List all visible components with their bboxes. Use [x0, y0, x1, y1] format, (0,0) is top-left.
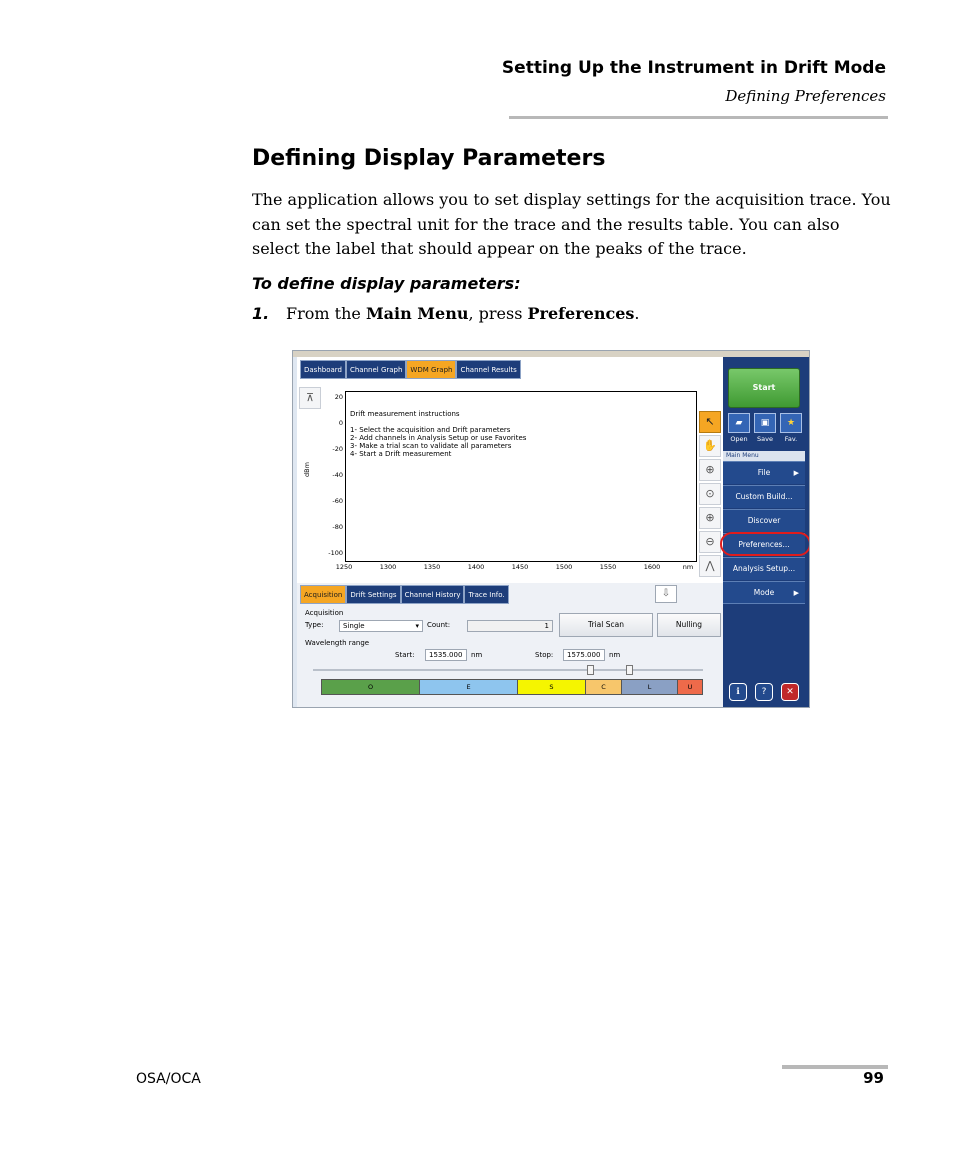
x-tick: 1500: [555, 563, 573, 571]
band-e: E: [420, 680, 518, 694]
peak-icon[interactable]: ⋀: [699, 555, 721, 577]
y-tick: -80: [332, 523, 343, 531]
x-tick: 1400: [467, 563, 485, 571]
x-tick: 1250: [335, 563, 353, 571]
tab-acquisition[interactable]: Acquisition: [300, 585, 346, 604]
tab-drift-settings[interactable]: Drift Settings: [346, 585, 400, 604]
save-label: Save: [757, 435, 773, 443]
start-label: Start:: [395, 651, 415, 659]
chevron-right-icon: ▶: [793, 469, 799, 477]
range-slider-stop-handle[interactable]: [626, 665, 633, 675]
menu-item-discover[interactable]: Discover: [723, 509, 805, 532]
help-icon[interactable]: ?: [755, 683, 773, 701]
zoom-vertical-icon[interactable]: ⊕: [699, 459, 721, 481]
chevron-right-icon: ▶: [793, 589, 799, 597]
instruction-line: 1- Select the acquisition and Drift parameters: [350, 426, 511, 434]
collapse-down-icon[interactable]: ⇩: [655, 585, 677, 603]
zoom-icon[interactable]: ⊙: [699, 483, 721, 505]
section-title: Defining Display Parameters: [252, 146, 606, 171]
main-panel: [297, 357, 723, 707]
stop-unit: nm: [609, 651, 621, 659]
band-bar: [321, 679, 703, 695]
instruction-line: 3- Make a trial scan to validate all parameters: [350, 442, 512, 450]
save-disk-icon[interactable]: ▣: [754, 413, 776, 433]
x-axis-unit: nm: [682, 563, 694, 571]
band-o: O: [322, 680, 420, 694]
start-button[interactable]: Start: [728, 368, 800, 408]
info-icon[interactable]: ℹ: [729, 683, 747, 701]
tab-channel-results[interactable]: Channel Results: [456, 360, 520, 379]
chevron-down-icon: ▾: [415, 622, 419, 630]
close-icon[interactable]: ✕: [781, 683, 799, 701]
settings-tabs: [300, 585, 509, 604]
menu-item-analysis-setup[interactable]: Analysis Setup...: [723, 557, 805, 580]
count-label: Count:: [427, 621, 451, 629]
wavelength-range-label: Wavelength range: [305, 639, 370, 647]
count-field[interactable]: 1: [467, 620, 553, 632]
fav-label: Fav.: [784, 435, 798, 443]
graph-overview-icon[interactable]: ⊼: [299, 387, 321, 409]
stop-wavelength-field[interactable]: 1575.000: [563, 649, 605, 661]
instruction-line: 4- Start a Drift measurement: [350, 450, 452, 458]
band-u: U: [678, 680, 702, 694]
type-select[interactable]: Single ▾: [339, 620, 423, 632]
view-tabs: [300, 360, 521, 379]
tab-channel-graph[interactable]: Channel Graph: [346, 360, 406, 379]
footer-product: OSA/OCA: [136, 1071, 201, 1087]
menu-item-custom-build[interactable]: Custom Build...: [723, 485, 805, 508]
y-tick: -100: [328, 549, 343, 557]
range-slider-start-handle[interactable]: [587, 665, 594, 675]
type-label: Type:: [305, 621, 324, 629]
x-tick: 1450: [511, 563, 529, 571]
preferences-highlight-circle: [720, 532, 810, 556]
open-folder-icon[interactable]: ▰: [728, 413, 750, 433]
stop-label: Stop:: [535, 651, 554, 659]
instruction-line: 2- Add channels in Analysis Setup or use Favorites: [350, 434, 527, 442]
app-screenshot: [292, 350, 810, 708]
start-wavelength-field[interactable]: 1535.000: [425, 649, 467, 661]
x-tick: 1550: [599, 563, 617, 571]
instructions-title: Drift measurement instructions: [350, 410, 460, 418]
nulling-button[interactable]: Nulling: [657, 613, 721, 637]
step-number: 1.: [252, 304, 270, 323]
acquisition-group-label: Acquisition: [305, 609, 344, 617]
band-s: S: [518, 680, 586, 694]
intro-paragraph: The application allows you to set display settings for the acquisition trace. You can set the spectral unit for the trace and the results table. You can also select the label that should appear on the peaks of the trace.: [252, 190, 891, 258]
x-tick: 1300: [379, 563, 397, 571]
menu-item-preferences[interactable]: Preferences...: [723, 533, 805, 556]
running-header-title: Setting Up the Instrument in Drift Mode: [501, 58, 886, 78]
zoom-out-icon[interactable]: ⊖: [699, 531, 721, 553]
band-c: C: [586, 680, 622, 694]
pan-hand-icon[interactable]: ✋: [699, 435, 721, 457]
y-tick: 0: [338, 419, 343, 427]
favorites-star-icon[interactable]: ★: [780, 413, 802, 433]
graph-area: [297, 383, 723, 583]
band-l: L: [622, 680, 678, 694]
pointer-tool-icon[interactable]: ↖: [699, 411, 721, 433]
y-axis-label: dBm: [303, 462, 311, 477]
x-tick: 1600: [643, 563, 661, 571]
tab-trace-info[interactable]: Trace Info.: [464, 585, 508, 604]
zoom-in-icon[interactable]: ⊕: [699, 507, 721, 529]
trial-scan-button[interactable]: Trial Scan: [559, 613, 653, 637]
y-tick: -40: [332, 471, 343, 479]
tab-dashboard[interactable]: Dashboard: [300, 360, 346, 379]
open-label: Open: [730, 435, 748, 443]
y-tick: 20: [334, 393, 343, 401]
header-rule: [509, 116, 888, 119]
tab-channel-history[interactable]: Channel History: [401, 585, 465, 604]
menu-item-mode[interactable]: Mode ▶: [723, 581, 805, 604]
step-1: 1. From the Main Menu, press Preferences.: [252, 304, 640, 323]
y-tick: -20: [332, 445, 343, 453]
menu-item-file[interactable]: File ▶: [723, 461, 805, 484]
plot-area[interactable]: [345, 391, 697, 562]
procedure-title: To define display parameters:: [252, 274, 521, 293]
settings-panel: [297, 583, 723, 707]
tab-wdm-graph[interactable]: WDM Graph: [406, 360, 456, 379]
main-menu-caption: Main Menu: [723, 451, 805, 461]
start-unit: nm: [471, 651, 483, 659]
page-number: 99: [863, 1069, 884, 1087]
x-tick: 1350: [423, 563, 441, 571]
running-header-subtitle: Defining Preferences: [725, 87, 886, 105]
range-slider-track[interactable]: [313, 669, 703, 671]
y-tick: -60: [332, 497, 343, 505]
